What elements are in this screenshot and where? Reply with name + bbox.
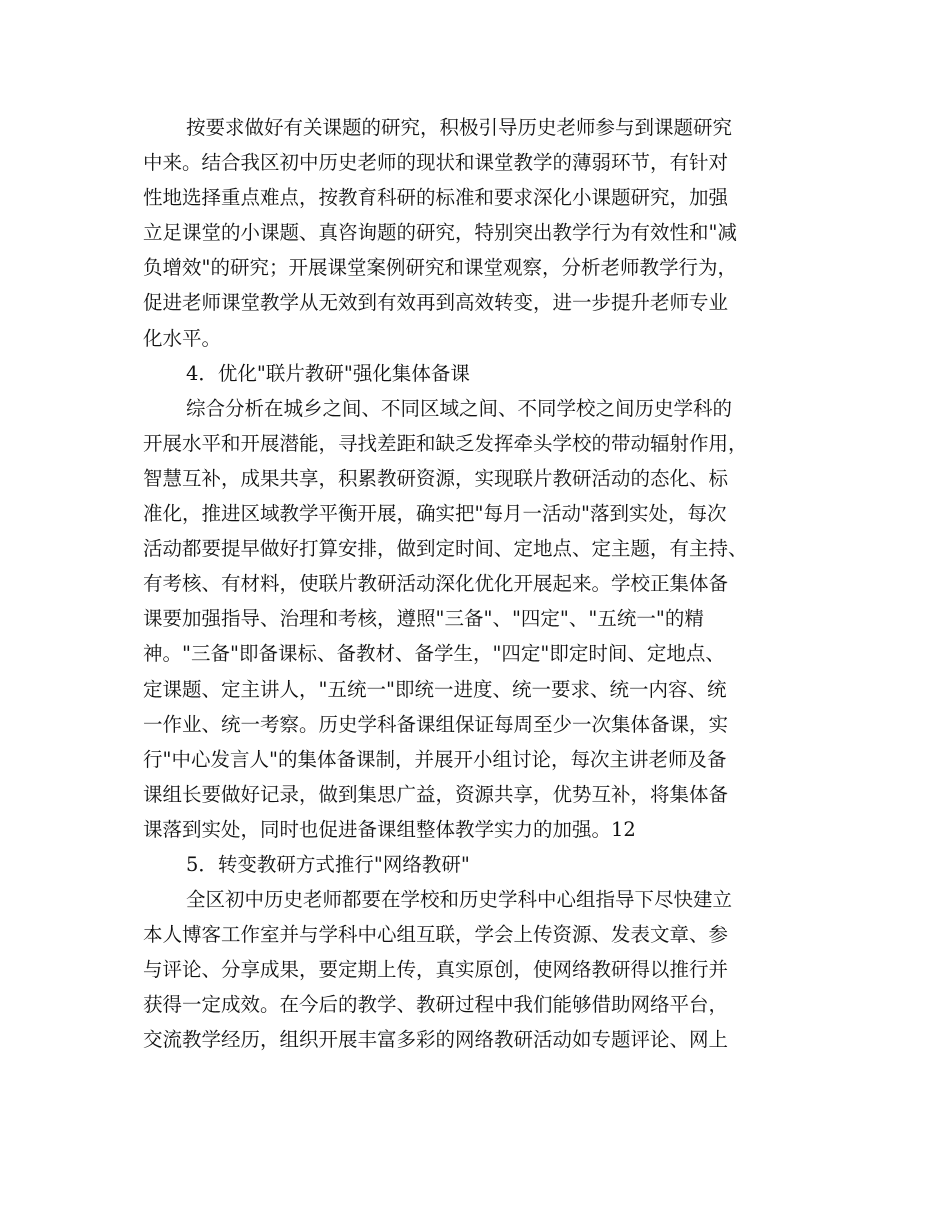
paragraph-line: 课落到实处，同时也促进备课组整体教学实力的加强。12 [143,817,636,841]
paragraph-line: 综合分析在城乡之间、不同区域之间、不同学校之间历史学科的 [186,396,733,420]
paragraph-line: 定课题、定主讲人，"五统一"即统一进度、统一要求、统一内容、统 [143,677,727,701]
section-heading: 5．转变教研方式推行"网络教研" [186,852,470,876]
paragraph-line: 负增效"的研究；开展课堂案例研究和课堂观察，分析老师教学行为， [143,256,737,280]
paragraph-line: 智慧互补，成果共享，积累教研资源，实现联片教研活动的态化、标 [143,466,729,490]
paragraph-line: 本人博客工作室并与学科中心组互联，学会上传资源、发表文章、参 [143,923,729,947]
paragraph-line: 交流教学经历，组织开展丰富多彩的网络教研活动如专题评论、网上 [143,1028,729,1052]
paragraph-line: 课要加强指导、治理和考核，遵照"三备"、"四定"、"五统一"的精 [143,607,704,631]
paragraph-line: 神。"三备"即备课标、备教材、备学生，"四定"即定时间、定地点、 [143,642,725,666]
paragraph-line: 课组长要做好记录，做到集思广益，资源共享，优势互补，将集体备 [143,782,729,806]
paragraph-line: 全区初中历史老师都要在学校和历史学科中心组指导下尽快建立 [186,888,733,912]
paragraph-line: 立足课堂的小课题、真咨询题的研究，特别突出教学行为有效性和"减 [143,221,737,245]
paragraph-line: 活动都要提早做好打算安排，做到定时间、定地点、定主题，有主持、 [143,537,748,561]
paragraph-line: 获得一定成效。在今后的教学、教研过程中我们能够借助网络平台， [143,993,729,1017]
paragraph-line: 化水平。 [143,326,222,350]
document-body [143,110,823,1058]
section-heading: 4．优化"联片教研"强化集体备课 [186,361,470,385]
paragraph-line: 一作业、统一考察。历史学科备课组保证每周至少一次集体备课，实 [143,712,729,736]
paragraph-line: 按要求做好有关课题的研究，积极引导历史老师参与到课题研究 [186,116,733,139]
paragraph-line: 与评论、分享成果，要定期上传，真实原创，使网络教研得以推行并 [143,958,729,982]
paragraph-line: 性地选择重点难点，按教育科研的标准和要求深化小课题研究，加强 [143,186,729,210]
paragraph-line: 促进老师课堂教学从无效到有效再到高效转变，进一步提升老师专业 [143,291,729,315]
paragraph-line: 开展水平和开展潜能，寻找差距和缺乏发挥牵头学校的带动辐射作用， [143,431,748,455]
paragraph-line: 有考核、有材料，使联片教研活动深化优化开展起来。学校正集体备 [143,572,729,596]
paragraph-line: 中来。结合我区初中历史老师的现状和课堂教学的薄弱环节，有针对 [143,151,729,175]
paragraph-line: 行"中心发言人"的集体备课制，并展开小组讨论，每次主讲老师及备 [143,747,727,771]
paragraph-line: 准化，推进区域教学平衡开展，确实把"每月一活动"落到实处，每次 [143,502,727,526]
